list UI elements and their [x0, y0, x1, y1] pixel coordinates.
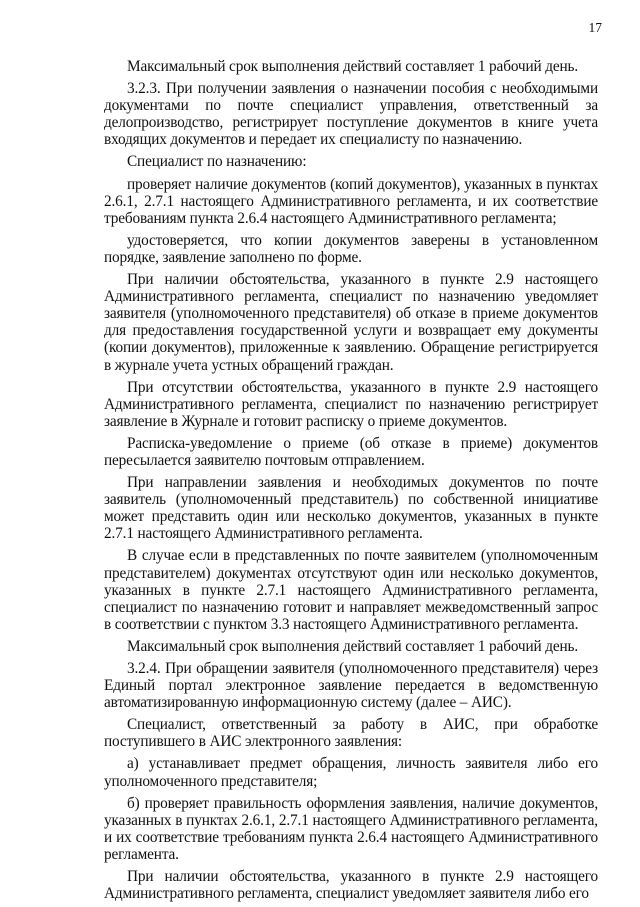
paragraph: б) проверяет правильность оформления заявления, наличие документов, указанных в пунктах 2.6.1, 2.7.1 настоящего Административного регламента, и их соответствие требованиям пункта 2.6.4 настоящего Административного регламента.	[104, 794, 598, 863]
paragraph: удостоверяется, что копии документов заверены в установленном порядке, заявление заполнено по форме.	[104, 231, 598, 266]
paragraph: При направлении заявления и необходимых документов по почте заявитель (уполномоченный представитель) по собственной инициативе может представить один или несколько документов, указанных в пункте 2.7.1 настоящего Административного регламента.	[104, 474, 598, 543]
paragraph: 3.2.4. При обращении заявителя (уполномоченного представителя) через Единый портал электронное заявление передается в ведомственную автоматизированную информационную систему (далее – АИС).	[104, 660, 598, 712]
paragraph: При отсутствии обстоятельства, указанного в пункте 2.9 настоящего Административного регламента, специалист по назначению регистрирует заявление в Журнале и готовит расписку о приеме документов.	[104, 378, 598, 430]
paragraph: Максимальный срок выполнения действий составляет 1 рабочий день.	[127, 637, 579, 655]
paragraph: 3.2.3. При получении заявления о назначении пособия с необходимыми документами по почте специалист управления, ответственный за делопроизводство, регистрирует поступление документов в книге учета входящих документов и передает их специалисту по назначению.	[104, 80, 598, 149]
paragraph: При наличии обстоятельства, указанного в пункте 2.9 настоящего Административного регламента, специалист уведомляет заявителя либо его	[104, 868, 598, 903]
document-body	[104, 58, 598, 907]
paragraph: При наличии обстоятельства, указанного в пункте 2.9 настоящего Административного регламента, специалист по назначению уведомляет заявителя (уполномоченного представителя) об отказе в приеме документов для предоставления государственной услуги и возвращает ему документы (копии документов), приложенные к заявлению. Обращение регистрируется в журнале учета устных обращений граждан.	[104, 271, 598, 374]
paragraph: а) устанавливает предмет обращения, личность заявителя либо его уполномоченного представителя;	[104, 755, 598, 790]
paragraph: Специалист по назначению:	[127, 153, 307, 171]
paragraph: проверяет наличие документов (копий документов), указанных в пунктах 2.6.1, 2.7.1 настоящего Административного регламента, и их соответствие требованиям пункта 2.6.4 настоящего Административного регламента;	[104, 175, 598, 227]
paragraph: В случае если в представленных по почте заявителем (уполномоченным представителем) документах отсутствуют один или несколько документов, указанных в пункте 2.7.1 настоящего Административного регламента, специалист по назначению готовит и направляет межведомственный запрос в соответствии с пунктом 3.3 настоящего Административного регламента.	[104, 547, 598, 633]
paragraph: Расписка-уведомление о приеме (об отказе в приеме) документов пересылается заявителю почтовым отправлением.	[104, 434, 598, 469]
page-number: 17	[588, 20, 602, 35]
paragraph: Специалист, ответственный за работу в АИС, при обработке поступившего в АИС электронного заявления:	[104, 716, 598, 751]
paragraph: Максимальный срок выполнения действий составляет 1 рабочий день.	[127, 58, 579, 75]
